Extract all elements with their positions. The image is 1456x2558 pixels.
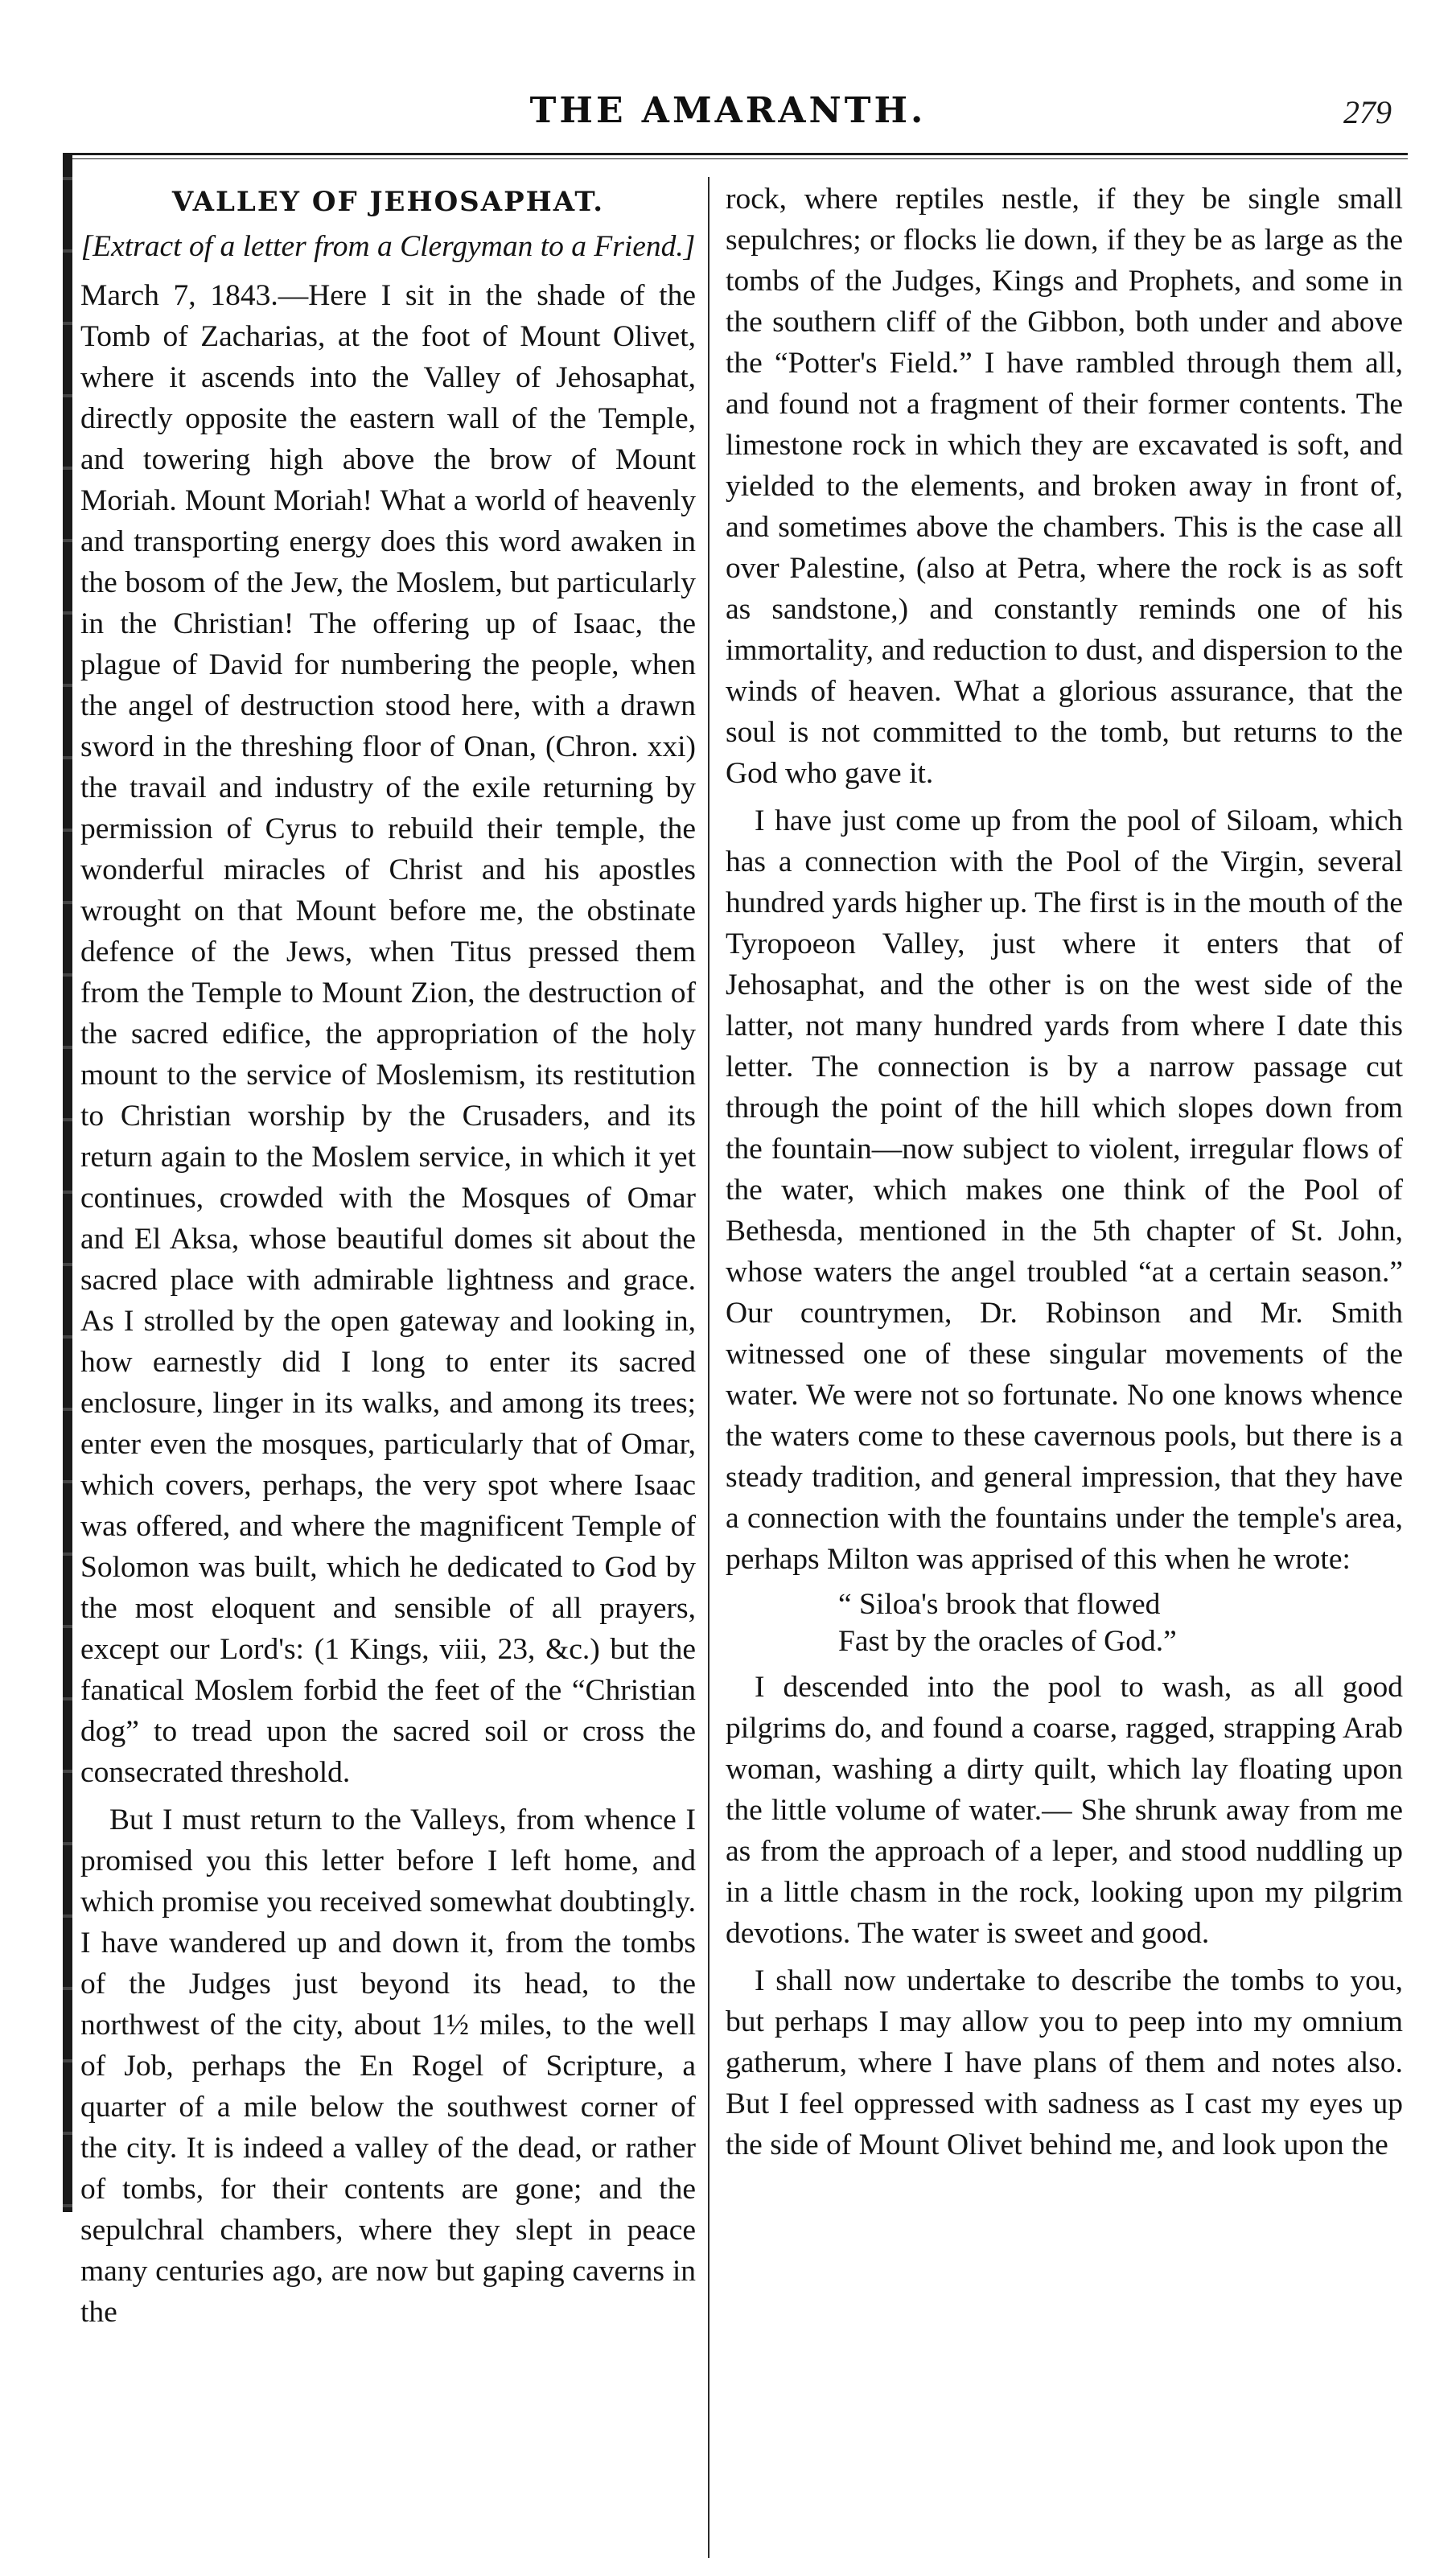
journal-title: THE AMARANTH. bbox=[529, 90, 927, 131]
paragraph: I descended into the pool to wash, as all good pilgrims do, and found a coarse, ragged, strapping Arab woman, washing a dirty quilt, which lay floating upon the little volume of water.— She shrunk away from me as from the approach of a leper, and stood nuddling up in a little chasm in the rock, looking upon my pilgrim devotions. The water is sweet and good. bbox=[726, 1671, 1403, 1950]
paragraph: March 7, 1843.—Here I sit in the shade of the Tomb of Zacharias, at the foot of Mount Olivet, where it ascends into the Valley of Jehosaphat, directly opposite the eastern wall of the Temple, and towering high above the brow of Mount Moriah. Mount Moriah! What a world of heavenly and transporting energy does this word awaken in the bosom of the Jew, the Moslem, but particularly in the Christian! The offering up of Isaac, the plague of David for numbering the people, when the angel of destruction stood here, with a drawn sword in the threshing floor of Onan, (Chron. xxi) the travail and industry of the exile returning by permission of Cyrus to rebuild their temple, the wonderful miracles of Christ and his apostles wrought on that Mount before me, the obstinate defence of the Jews, when Titus pressed them from the Temple to Mount Zion, the destruction of the sacred edifice, the appropriation of the holy mount to the service of Moslemism, its restitution to Christian worship by the Crusaders, and its return again to the Moslem service, in which it yet continues, crowded with the Mosques of Omar and El Aksa, whose beautiful domes sit about the sacred place with admirable lightness and grace. As I strolled by the open gateway and looking in, how earnestly did I long to enter its sacred enclosure, linger in its walks, and among its trees; enter even the mosques, particularly that of Omar, which covers, perhaps, the very spot where Isaac was offered, and where the magnificent Temple of Solomon was built, which he dedicated to God by the most eloquent and sensible of all prayers, except our Lord's: (1 Kings, viii, 23, &c.) but the fanatical Moslem forbid the feet of the “Christian dog” to tread upon the sacred soil or cross the consecrated threshold. bbox=[80, 279, 696, 1789]
left-column bbox=[80, 179, 696, 2339]
quote-line: Fast by the oracles of God.” bbox=[838, 1625, 1177, 1658]
paragraph: But I must return to the Valleys, from whence I promised you this letter before I left home, and which promise you received somewhat doubtingly. I have wandered up and down it, from the tombs of the Judges just beyond its head, to the northwest of the city, about 1½ miles, to the well of Job, perhaps the En Rogel of Scripture, a quarter of a mile below the southwest corner of the city. It is indeed a valley of the dead, or rather of tombs, for their contents are gone; and the sepulchral chambers, where they slept in peace many centuries ago, are now but gaping caverns in the bbox=[80, 1803, 696, 2329]
right-column bbox=[726, 179, 1403, 2172]
article-subtitle: [Extract of a letter from a Clergyman to a Friend.] bbox=[80, 230, 696, 263]
paragraph: rock, where reptiles nestle, if they be single small sepulchres; or flocks lie down, if they be as large as the tombs of the Judges, Kings and Prophets, and some in the southern cliff of the Gibbon, both under and above the “Potter's Field.” I have rambled through them all, and found not a fragment of their former contents. The limestone rock in which they are excavated is soft, and yielded to the elements, and broken away in front of, and sometimes above the chambers. This is the case all over Palestine, (also at Petra, where the rock is as soft as sandstone,) and constantly reminds one of his immortality, and reduction to dust, and dispersion to the winds of heaven. What a glorious assurance, that the soul is not committed to the tomb, but returns to the God who gave it. bbox=[726, 183, 1403, 790]
header-rule bbox=[72, 153, 1408, 159]
page-number: 279 bbox=[1343, 94, 1392, 130]
paragraph: I have just come up from the pool of Siloam, which has a connection with the Pool of the Virgin, several hundred yards higher up. The first is in the mouth of the Tyropoeon Valley, just where it enters that of Jehosaphat, and the other is on the west side of the latter, not many hundred yards from where I date this letter. The connection is by a narrow passage cut through the point of the hill which slopes down from the fountain—now subject to violent, irregular flows of the water, which makes one think of the Pool of Bethesda, mentioned in the 5th chapter of St. John, whose waters the angel troubled “at a certain season.” Our countrymen, Dr. Robinson and Mr. Smith witnessed one of these singular movements of the water. We were not so fortunate. No one knows whence the waters come to these cavernous pools, but there is a steady tradition, and general impression, that they have a connection with the fountains under the temple's area, perhaps Milton was apprised of this when he wrote: bbox=[726, 804, 1403, 1576]
paragraph: I shall now undertake to describe the tombs to you, but perhaps I may allow you to peep into my omnium gatherum, where I have plans of them and notes also. But I feel oppressed with sadness as I cast my eyes up the side of Mount Olivet behind me, and look upon the bbox=[726, 1964, 1403, 2161]
quote-line: “ Siloa's brook that flowed bbox=[838, 1588, 1161, 1621]
verse-quote bbox=[726, 1586, 1403, 1660]
column-divider bbox=[708, 177, 709, 2558]
article-title: VALLEY OF JEHOSAPHAT. bbox=[171, 186, 605, 218]
binding-edge bbox=[63, 153, 72, 2212]
running-head bbox=[0, 90, 1456, 154]
